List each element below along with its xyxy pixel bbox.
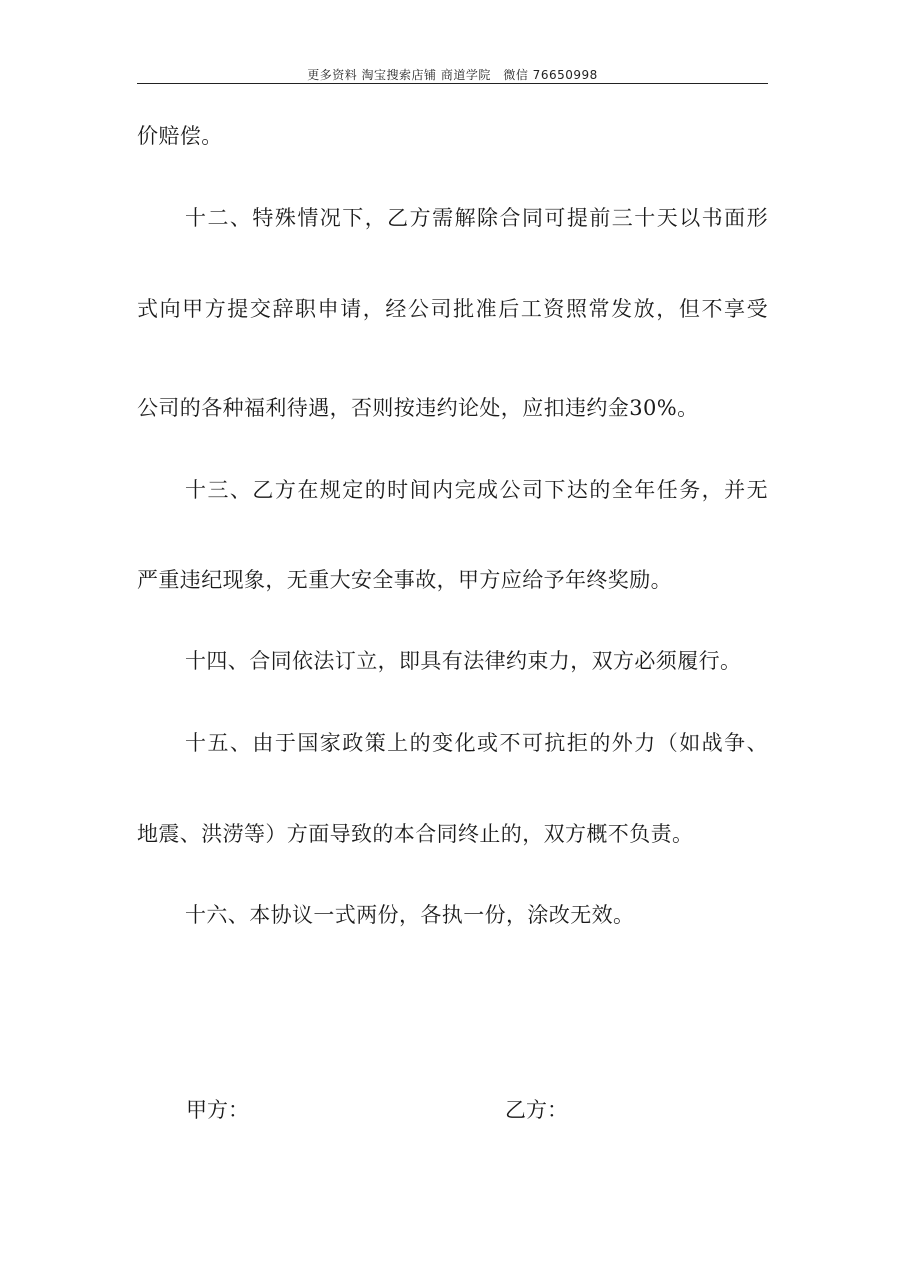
- clause-16: 十六、本协议一式两份，各执一份，涂改无效。: [185, 903, 635, 927]
- party-b-signature-label: 乙方：: [505, 1098, 568, 1122]
- clause-15-line-1: 十五、由于国家政策上的变化或不可抗拒的外力（如战争、: [185, 731, 768, 755]
- header-text: 更多资料 淘宝搜索店铺 商道学院 微信 76650998: [307, 68, 598, 82]
- clause-14: 十四、合同依法订立，即具有法律约束力，双方必须履行。: [185, 649, 742, 673]
- clause-13-line-1: 十三、乙方在规定的时间内完成公司下达的全年任务，并无: [185, 478, 768, 502]
- paragraph-line: 价赔偿。: [137, 124, 223, 148]
- party-a-signature-label: 甲方：: [186, 1098, 249, 1122]
- clause-15-line-2: 地震、洪涝等）方面导致的本合同终止的，双方概不负责。: [137, 822, 694, 846]
- clause-13-line-2: 严重违纪现象，无重大安全事故，甲方应给予年终奖励。: [137, 568, 672, 592]
- clause-12-line-2: 式向甲方提交辞职申请，经公司批准后工资照常发放，但不享受: [137, 297, 768, 321]
- clause-12-line-3: 公司的各种福利待遇，否则按违约论处，应扣违约金30%。: [137, 396, 699, 420]
- clause-12-line-1: 十二、特殊情况下，乙方需解除合同可提前三十天以书面形: [185, 206, 768, 230]
- header-divider: [137, 83, 768, 84]
